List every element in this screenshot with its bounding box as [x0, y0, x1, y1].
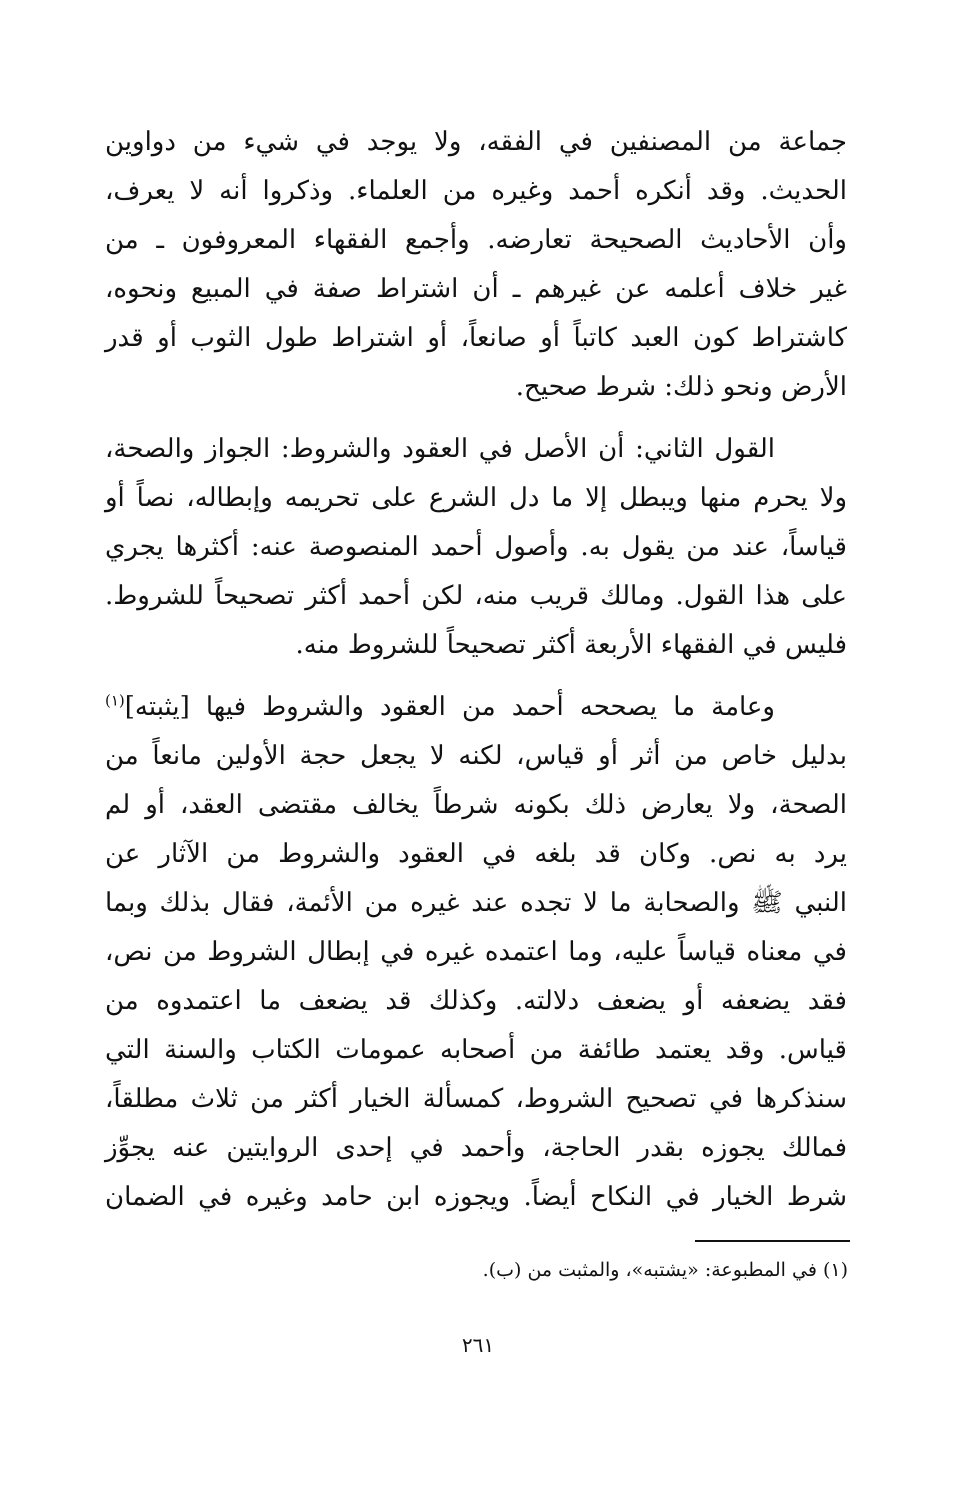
text-line: على هذا القول. ومالك قريب منه، لكن أحمد أكثر تصحيحاً للشروط.: [105, 581, 847, 611]
text-line: ولا يحرم منها ويبطل إلا ما دل الشرع على تحريمه وإبطاله، نصاً أو: [105, 483, 847, 513]
text-line: غير خلاف أعلمه عن غيرهم ـ أن اشتراط صفة في المبيع ونحوه،: [105, 274, 847, 304]
text-line: يرد به نص. وكان قد بلغه في العقود والشروط من الآثار عن: [105, 839, 847, 869]
text-line: في معناه قياساً عليه، وما اعتمده غيره في إبطال الشروط من نص،: [105, 937, 847, 967]
paragraph-1: [105, 118, 847, 412]
text-line: بدليل خاص من أثر أو قياس، لكنه لا يجعل حجة الأولين مانعاً من: [105, 741, 847, 771]
text-line: قياس. وقد يعتمد طائفة من أصحابه عمومات الكتاب والسنة التي: [105, 1035, 847, 1065]
text-line: شرط الخيار في النكاح أيضاً. ويجوزه ابن حامد وغيره في الضمان: [105, 1182, 847, 1212]
paragraph-2: [105, 425, 847, 670]
text-line: الحديث. وقد أنكره أحمد وغيره من العلماء. وذكروا أنه لا يعرف،: [105, 176, 847, 206]
footnote-reference: (١): [105, 691, 125, 710]
page-number: ٢٦١: [461, 1333, 495, 1357]
text-line: الصحة، ولا يعارض ذلك بكونه شرطاً يخالف مقتضى العقد، أو لم: [105, 790, 847, 820]
text-line: النبي ﷺ والصحابة ما لا تجده عند غيره من الأئمة، فقال بذلك وبما: [105, 888, 847, 918]
text-line: فمالك يجوزه بقدر الحاجة، وأحمد في إحدى الروايتين عنه يجوِّز: [105, 1133, 847, 1163]
text-line: [105, 683, 847, 732]
text-line: فليس في الفقهاء الأربعة أكثر تصحيحاً للشروط منه.: [295, 630, 847, 660]
text-line: قياساً، عند من يقول به. وأصول أحمد المنصوصة عنه: أكثرها يجري: [105, 532, 847, 562]
text-line: كاشتراط كون العبد كاتباً أو صانعاً، أو اشتراط طول الثوب أو قدر: [105, 323, 847, 353]
paragraph-3: [105, 683, 847, 1222]
footnote-separator: [695, 1240, 850, 1242]
text-line: سنذكرها في تصحيح الشروط، كمسألة الخيار أكثر من ثلاث مطلقاً،: [105, 1084, 847, 1114]
text-line: وأن الأحاديث الصحيحة تعارضه. وأجمع الفقهاء المعروفون ـ من: [105, 225, 847, 255]
text-line: جماعة من المصنفين في الفقه، ولا يوجد في شيء من دواوين: [105, 127, 847, 157]
text-line: القول الثاني: أن الأصل في العقود والشروط: الجواز والصحة،: [105, 434, 775, 464]
text-line-start: وعامة ما يصححه أحمد من العقود والشروط فيها [يثبته]: [124, 692, 775, 722]
text-line: الأرض ونحو ذلك: شرط صحيح.: [515, 372, 847, 402]
footnote: (١) في المطبوعة: «يشتبه»، والمثبت من (ب).: [482, 1259, 848, 1281]
text-line: فقد يضعفه أو يضعف دلالته. وكذلك قد يضعف ما اعتمدوه من: [105, 986, 847, 1016]
